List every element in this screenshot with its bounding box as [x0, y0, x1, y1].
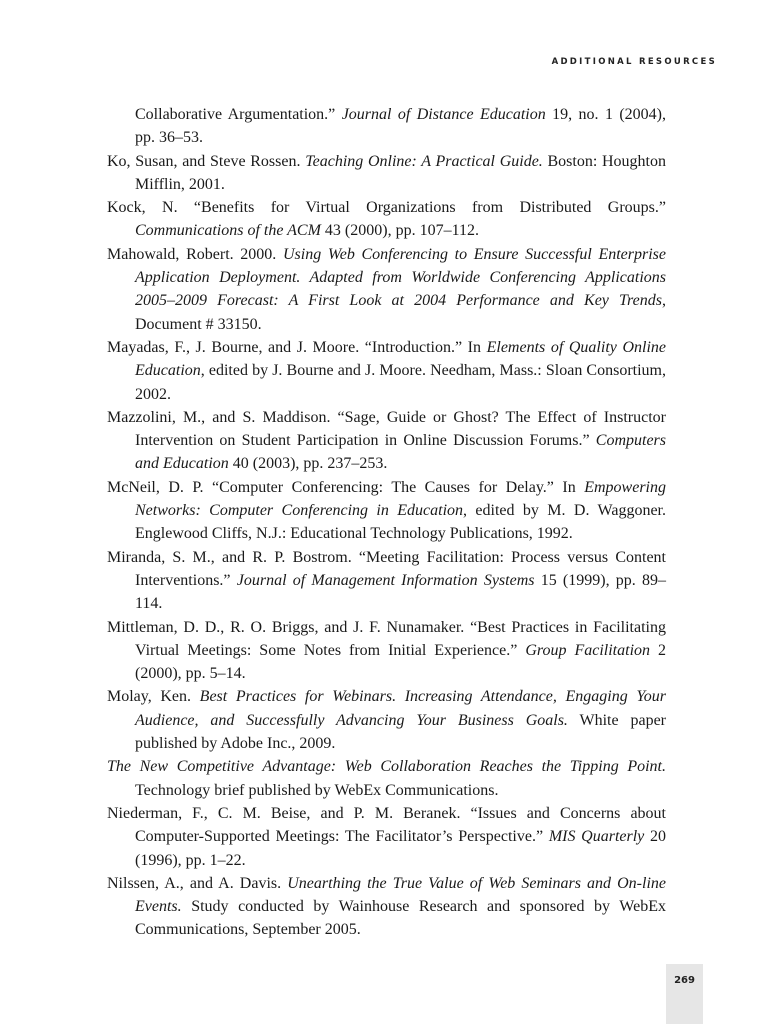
reference-text: , edited by J. Bourne and J. Moore. Needham, Mass.: Sloan Consortium, 2002.	[135, 362, 666, 403]
reference-text: Molay, Ken.	[107, 688, 200, 706]
reference-text: 19, no. 1 (2004), pp. 36–53.	[135, 106, 667, 147]
reference-text: Study conducted by Wainhouse Research and sponsored by WebEx Communications, September 2005.	[135, 898, 666, 939]
reference-entry	[107, 616, 666, 686]
reference-text: 43 (2000), pp. 107–112.	[320, 222, 479, 240]
reference-entry	[107, 103, 666, 150]
reference-entry	[107, 755, 666, 802]
reference-entry	[107, 243, 666, 336]
reference-title: Best Practices for Webinars. Increasing Attendance, Engaging Your Audience, and Successfully Advancing Your Business Goals.	[135, 688, 667, 729]
reference-text: , Document # 33150.	[135, 292, 666, 333]
reference-title: Unearthing the True Value of Web Seminars and On-line Events.	[135, 874, 667, 916]
reference-text: Boston: Houghton Mifflin, 2001.	[135, 152, 666, 193]
page-number-tab	[666, 964, 703, 1024]
reference-text: Miranda, S. M., and R. P. Bostrom. “Meeting Facilitation: Process versus Content Interventions.”	[107, 548, 666, 589]
reference-title: Journal of Distance Education	[341, 106, 546, 123]
reference-title: Empowering Networks: Computer Conferencing in Education	[135, 478, 666, 520]
reference-text: 40 (2003), pp. 237–253.	[228, 455, 388, 473]
reference-text: Mahowald, Robert. 2000.	[107, 245, 283, 263]
page-number: 269	[674, 975, 695, 986]
reference-title: Journal of Management Information Systems	[236, 571, 535, 589]
reference-text: Mittleman, D. D., R. O. Briggs, and J. F. Nunamaker. “Best Practices in Facilitating Virtual Meetings: Some Notes from Initial Experience.”	[107, 618, 666, 659]
reference-entry	[107, 150, 666, 197]
reference-entry	[107, 685, 666, 755]
reference-text: Mayadas, F., J. Bourne, and J. Moore. “Introduction.” In	[107, 338, 487, 356]
reference-title: Group Facilitation	[525, 641, 651, 659]
reference-title: The New Competitive Advantage: Web Collaboration Reaches the Tipping Point.	[107, 758, 666, 776]
reference-title: Using Web Conferencing to Ensure Successful Enterprise Application Deployment. Adapted from Worldwide Conferencing Applications 2005–2009 Forecast: A First Look at 2004 Performance and Key Trends	[135, 245, 666, 310]
reference-list	[107, 103, 666, 942]
reference-text: Niederman, F., C. M. Beise, and P. M. Beranek. “Issues and Concerns about Computer-Supported Meetings: The Facilitator’s Perspective.”	[107, 804, 666, 846]
reference-text: Nilssen, A., and A. Davis.	[107, 874, 288, 892]
reference-entry	[107, 802, 666, 872]
reference-text: McNeil, D. P. “Computer Conferencing: The Causes for Delay.” In	[107, 478, 585, 496]
running-head: ADDITIONAL RESOURCES	[551, 57, 717, 67]
reference-text: 20 (1996), pp. 1–22.	[135, 828, 667, 869]
reference-text: White paper published by Adobe Inc., 2009.	[135, 711, 667, 753]
reference-text: Technology brief published by WebEx Communications.	[135, 781, 499, 799]
reference-title: Computers and Education	[135, 432, 666, 473]
reference-text: Mazzolini, M., and S. Maddison. “Sage, Guide or Ghost? The Effect of Instructor Intervention on Student Participation in Online Discussion Forums.”	[107, 408, 666, 450]
reference-title: Teaching Online: A Practical Guide.	[305, 152, 543, 170]
reference-title: MIS Quarterly	[548, 828, 645, 846]
reference-entry	[107, 476, 666, 546]
reference-entry	[107, 196, 666, 243]
reference-entry	[107, 546, 666, 616]
reference-text: 2 (2000), pp. 5–14.	[135, 641, 667, 683]
reference-text: Kock, N. “Benefits for Virtual Organizations from Distributed Groups.”	[107, 199, 666, 217]
reference-title: Communications of the ACM	[135, 222, 321, 240]
reference-text: , edited by M. D. Waggoner. Englewood Cliffs, N.J.: Educational Technology Publications, 1992.	[135, 502, 667, 543]
reference-text: Collaborative Argumentation.”	[135, 106, 342, 123]
reference-title: Elements of Quality Online Education	[135, 338, 667, 380]
reference-text: Ko, Susan, and Steve Rossen.	[107, 152, 306, 170]
reference-entry	[107, 872, 666, 942]
reference-entry	[107, 336, 666, 406]
reference-entry	[107, 406, 666, 476]
reference-text: 15 (1999), pp. 89–114.	[135, 571, 667, 613]
